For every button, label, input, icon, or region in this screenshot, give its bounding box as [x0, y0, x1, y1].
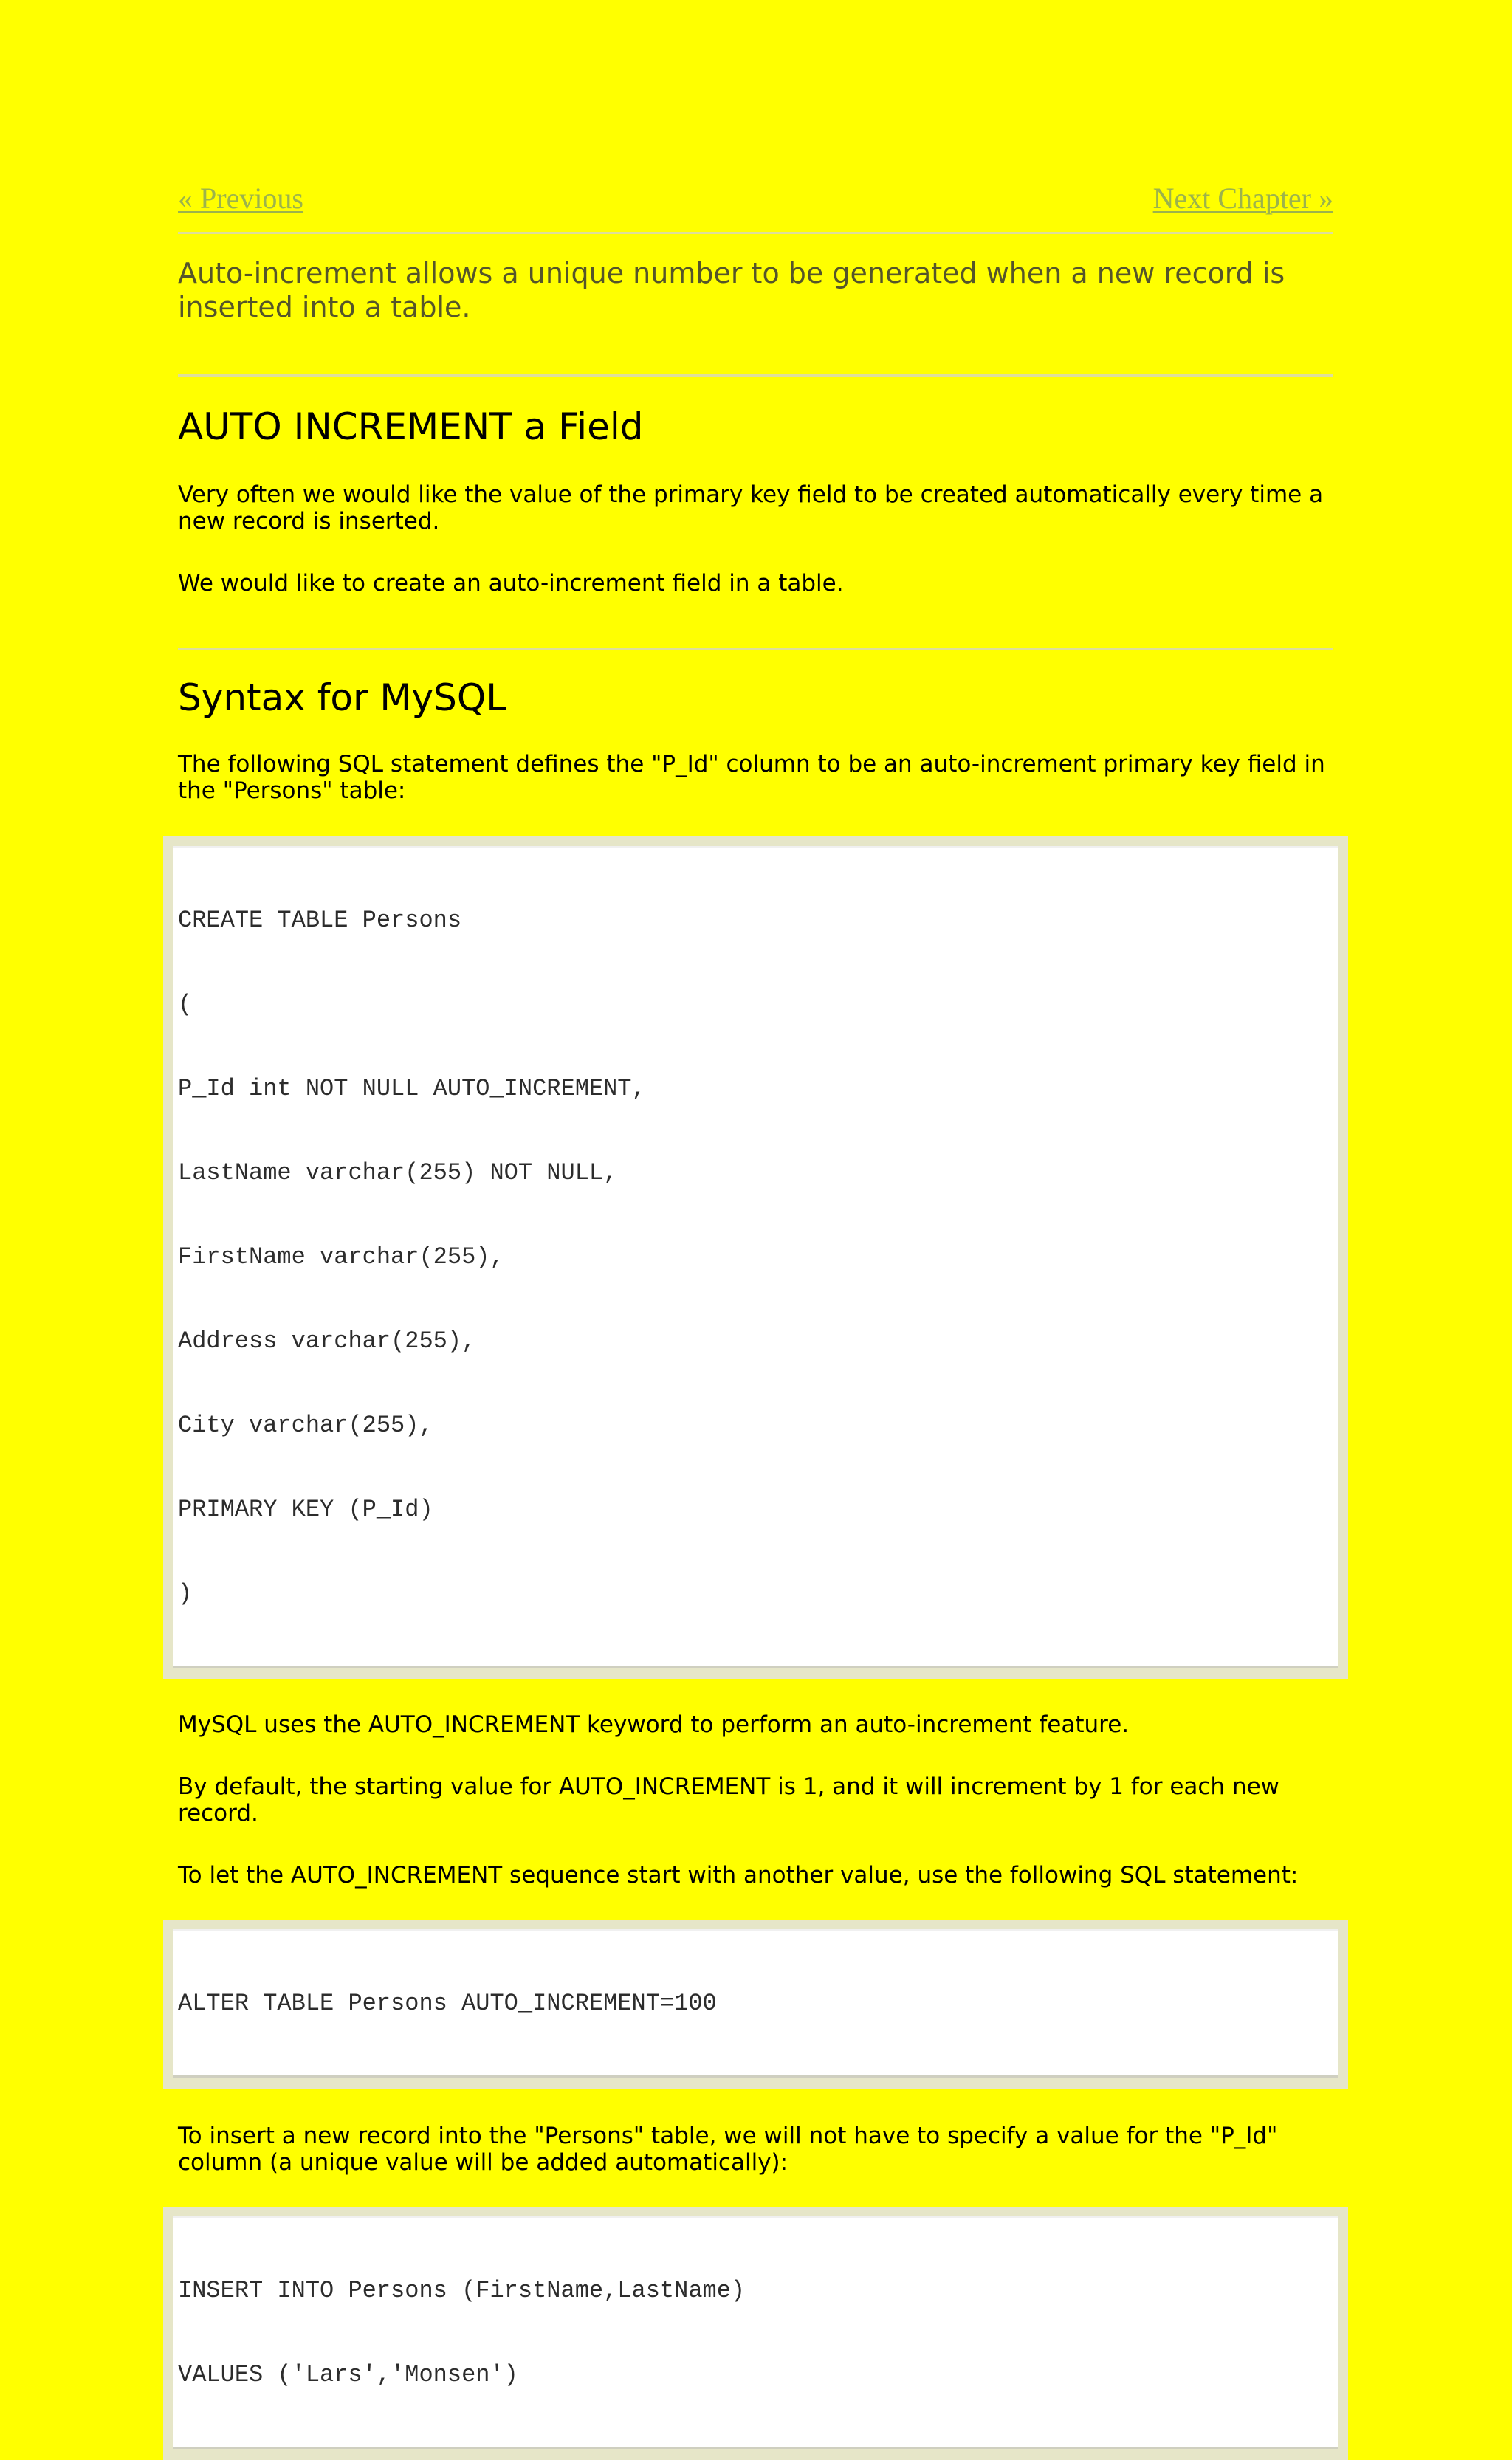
heading-auto-increment-field: AUTO INCREMENT a Field	[178, 405, 644, 448]
code-block	[173, 2216, 1338, 2449]
section-divider	[178, 648, 1333, 650]
code-example-insert	[163, 2207, 1348, 2460]
paragraph: The following SQL statement defines the "P_Id" column to be an auto-increment primary key field in the "Persons" table:	[178, 751, 1325, 804]
previous-link[interactable]: « Previous	[178, 182, 303, 215]
paragraph: MySQL uses the AUTO_INCREMENT keyword to perform an auto-increment feature.	[178, 1711, 1130, 1738]
code-line: City varchar(255),	[178, 1412, 433, 1439]
code-line: INSERT INTO Persons (FirstName,LastName)	[178, 2277, 746, 2304]
code-block	[173, 846, 1338, 1668]
code-line: Address varchar(255),	[178, 1327, 476, 1355]
code-line: LastName varchar(255) NOT NULL,	[178, 1159, 618, 1186]
code-line: P_Id int NOT NULL AUTO_INCREMENT,	[178, 1075, 646, 1102]
code-line: FirstName varchar(255),	[178, 1243, 504, 1271]
code-example-create-table	[163, 836, 1348, 1679]
code-example-alter-table	[163, 1920, 1348, 2089]
code-line: CREATE TABLE Persons	[178, 907, 462, 934]
code-line: ALTER TABLE Persons AUTO_INCREMENT=100	[178, 1990, 717, 2017]
code-line: PRIMARY KEY (P_Id)	[178, 1496, 433, 1523]
paragraph: To let the AUTO_INCREMENT sequence start with another value, use the following SQL statement:	[178, 1862, 1299, 1889]
code-line: )	[178, 1580, 193, 1607]
chapter-nav	[178, 174, 1333, 234]
next-chapter-link[interactable]: Next Chapter »	[1152, 182, 1333, 215]
paragraph: Very often we would like the value of the primary key field to be created automatically every time a new record is inserted.	[178, 481, 1324, 535]
code-line: VALUES ('Lars','Monsen')	[178, 2361, 518, 2388]
heading-syntax-mysql: Syntax for MySQL	[178, 676, 507, 719]
intro-text: Auto-increment allows a unique number to be generated when a new record is inserted into a table.	[178, 256, 1333, 377]
page-content	[178, 174, 1333, 2460]
paragraph: We would like to create an auto-increment field in a table.	[178, 570, 844, 597]
paragraph: To insert a new record into the "Persons" table, we will not have to specify a value for the "P_Id" column (a unique value will be added automatically):	[178, 2123, 1278, 2176]
paragraph: By default, the starting value for AUTO_INCREMENT is 1, and it will increment by 1 for each new record.	[178, 1773, 1280, 1827]
code-block	[173, 1929, 1338, 2078]
code-line: (	[178, 991, 193, 1018]
